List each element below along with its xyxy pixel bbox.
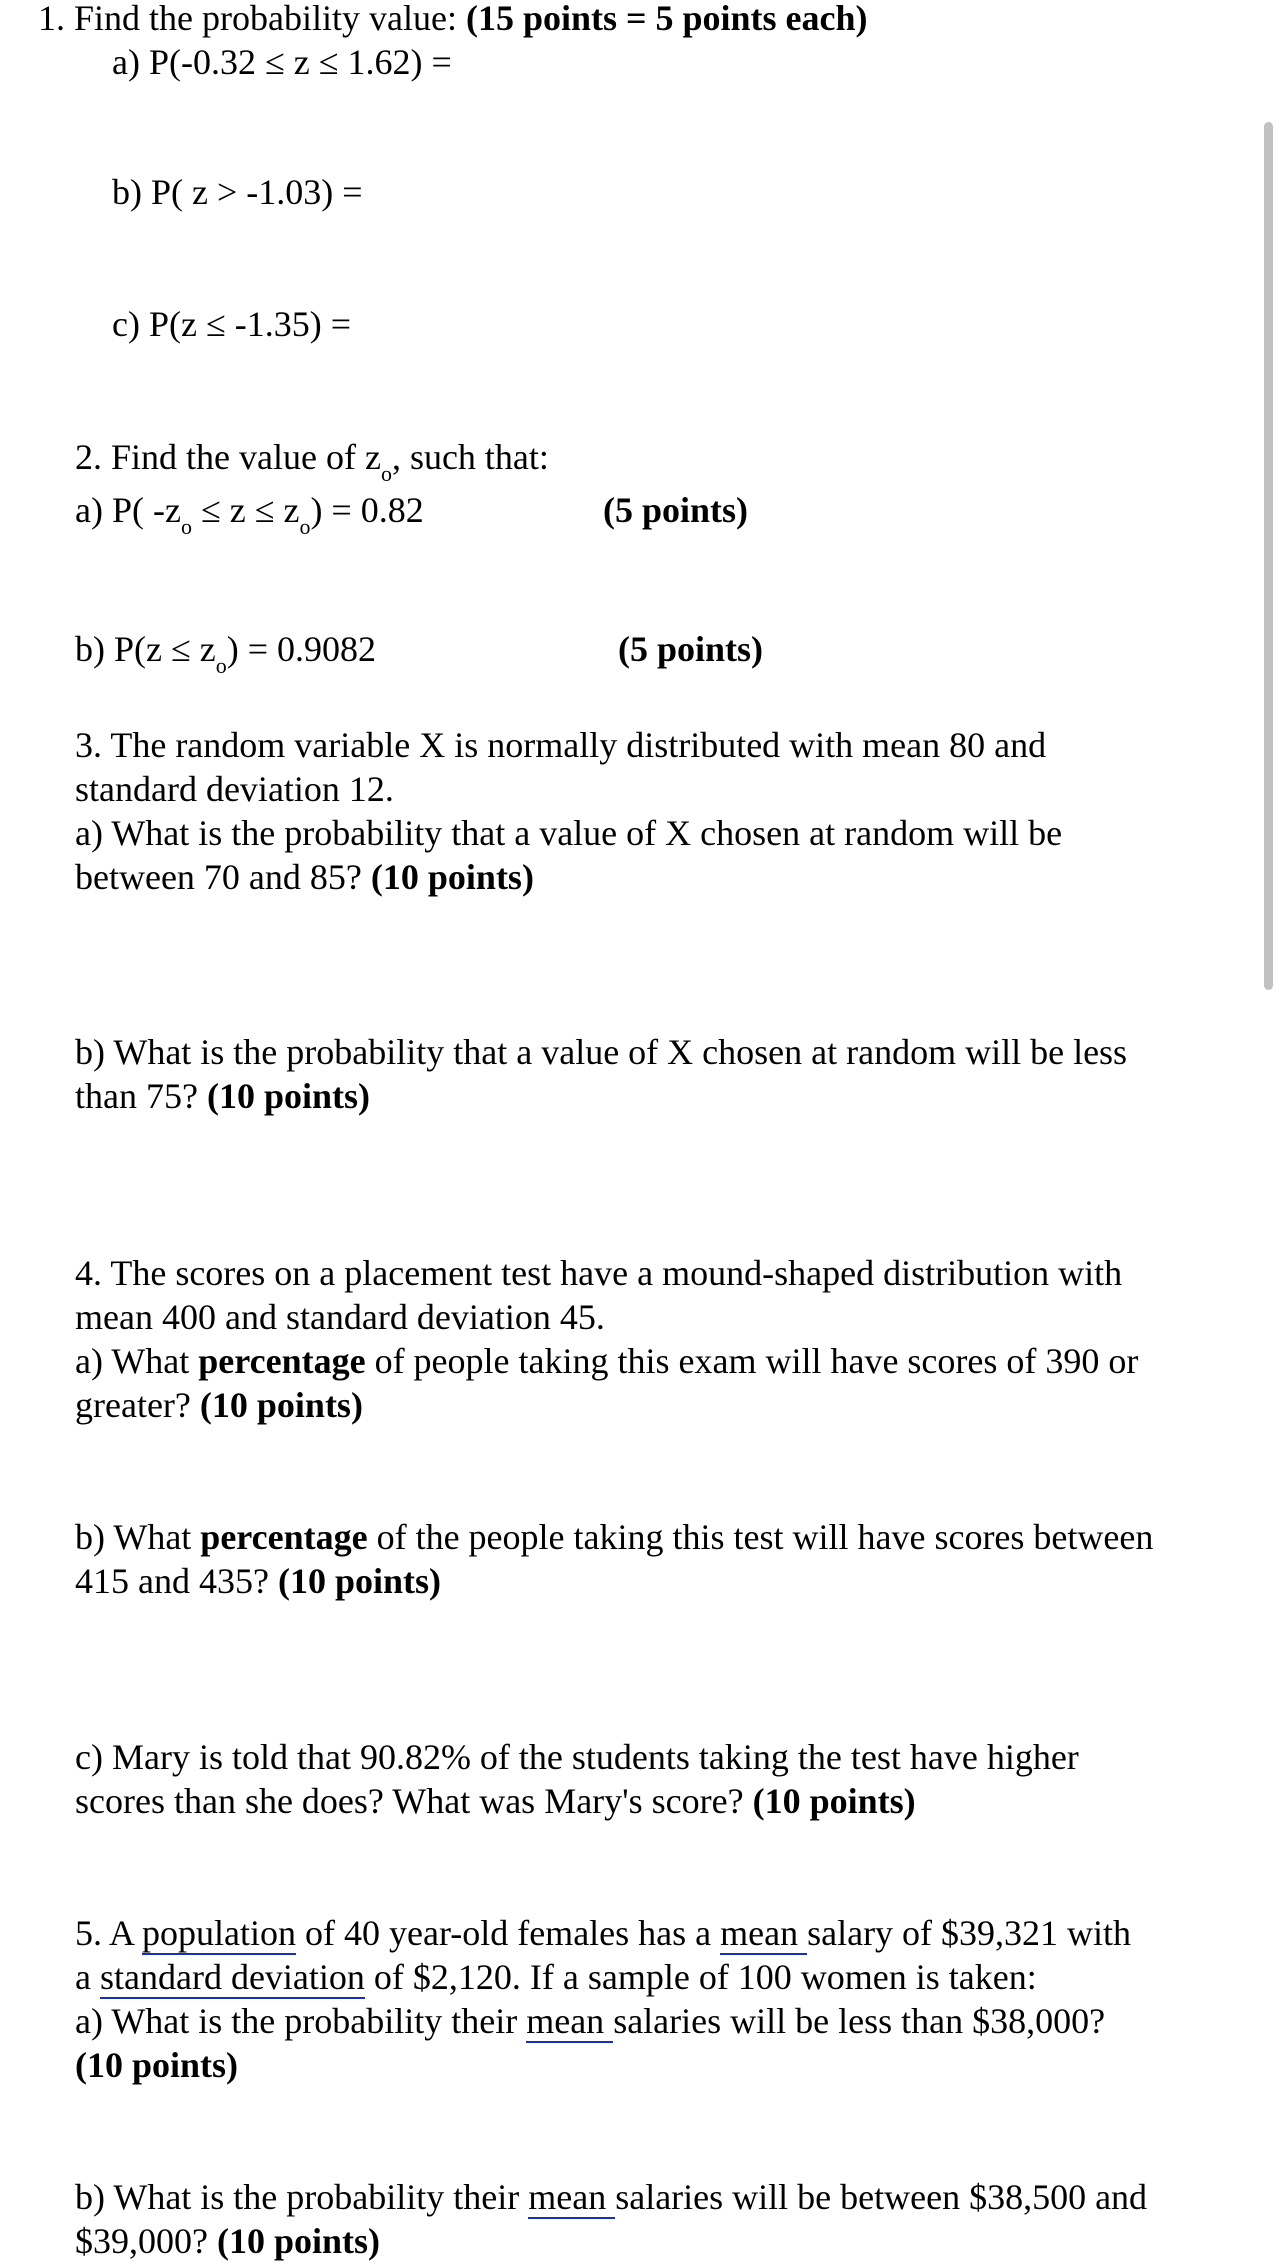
q1-part-b: b) P( z > -1.03) =	[112, 172, 363, 212]
q4-part-c-points: (10 points)	[752, 1781, 916, 1821]
mean-link-a[interactable]: mean	[526, 2001, 614, 2041]
q4-part-b-line1: b) What percentage of the people taking this test will have scores between	[75, 1517, 1154, 1557]
q5-stem-line2: a standard deviation of $2,120. If a sample of 100 women is taken:	[75, 1957, 1037, 1997]
q3-part-b-line1: b) What is the probability that a value of X chosen at random will be less	[75, 1032, 1128, 1072]
q5-part-b-line1: b) What is the probability their mean salaries will be between $38,500 and	[75, 2177, 1148, 2217]
q5-part-a-points: (10 points)	[75, 2045, 239, 2085]
q4-part-a-line1: a) What percentage of people taking this exam will have scores of 390 or	[75, 1341, 1139, 1381]
q1-title: 1. Find the probability value: (15 points = 5 points each)	[38, 0, 868, 38]
q4-part-a-line2: greater? (10 points)	[75, 1385, 363, 1425]
q4-part-b-line2: 415 and 435? (10 points)	[75, 1561, 441, 1601]
q1-part-a: a) P(-0.32 ≤ z ≤ 1.62) =	[112, 42, 452, 82]
q3-part-a-line1: a) What is the probability that a value of X chosen at random will be	[75, 813, 1063, 853]
standard-deviation-link[interactable]: standard deviation	[99, 1957, 365, 1997]
q4-part-b-points: (10 points)	[277, 1561, 441, 1601]
mean-link-b[interactable]: mean	[528, 2177, 616, 2217]
q4-part-c-line2: scores than she does? What was Mary's score? (10 points)	[75, 1781, 916, 1821]
q1-part-c: c) P(z ≤ -1.35) =	[112, 304, 351, 344]
q5-stem-line1: 5. A population of 40 year-old females has a mean salary of $39,321 with	[75, 1913, 1132, 1953]
q2-title: 2. Find the value of $z_o$, such that:	[75, 437, 549, 486]
q1-points: (15 points = 5 points each)	[465, 0, 868, 38]
q2-part-b-points: (5 points)	[618, 629, 764, 669]
q4-stem-line2: mean 400 and standard deviation 45.	[75, 1297, 605, 1337]
q5-part-b-points: (10 points)	[216, 2221, 381, 2261]
q2-part-a-points: (5 points)	[603, 490, 749, 530]
q3-stem-line1: 3. The random variable X is normally distributed with mean 80 and	[75, 725, 1047, 765]
q4-part-c-line1: c) Mary is told that 90.82% of the students taking the test have higher	[75, 1737, 1079, 1777]
mean-link[interactable]: mean	[720, 1913, 808, 1953]
q3-part-a-line2: between 70 and 85? (10 points)	[75, 857, 534, 897]
scrollbar-thumb[interactable]	[1264, 122, 1273, 990]
population-link[interactable]: population	[142, 1913, 297, 1953]
q3-part-a-points: (10 points)	[370, 857, 534, 897]
q5-part-a-line1: a) What is the probability their mean salaries will be less than $38,000?	[75, 2001, 1106, 2041]
q4-part-a-points: (10 points)	[199, 1385, 363, 1425]
q2-part-a: a) P( $-z_o \le z \le z_o) = 0.82$	[75, 490, 424, 539]
q5-part-b-line2: $39,000? (10 points)	[75, 2221, 381, 2261]
q3-stem-line2: standard deviation 12.	[75, 769, 394, 809]
q4-stem-line1: 4. The scores on a placement test have a mound-shaped distribution with	[75, 1253, 1123, 1293]
q3-part-b-line2: than 75? (10 points)	[75, 1076, 370, 1116]
q2-part-b: b) $P(z \le z_o) = 0.9082$	[75, 629, 377, 678]
vertical-scrollbar[interactable]	[1261, 0, 1275, 2254]
q3-part-b-points: (10 points)	[206, 1076, 370, 1116]
